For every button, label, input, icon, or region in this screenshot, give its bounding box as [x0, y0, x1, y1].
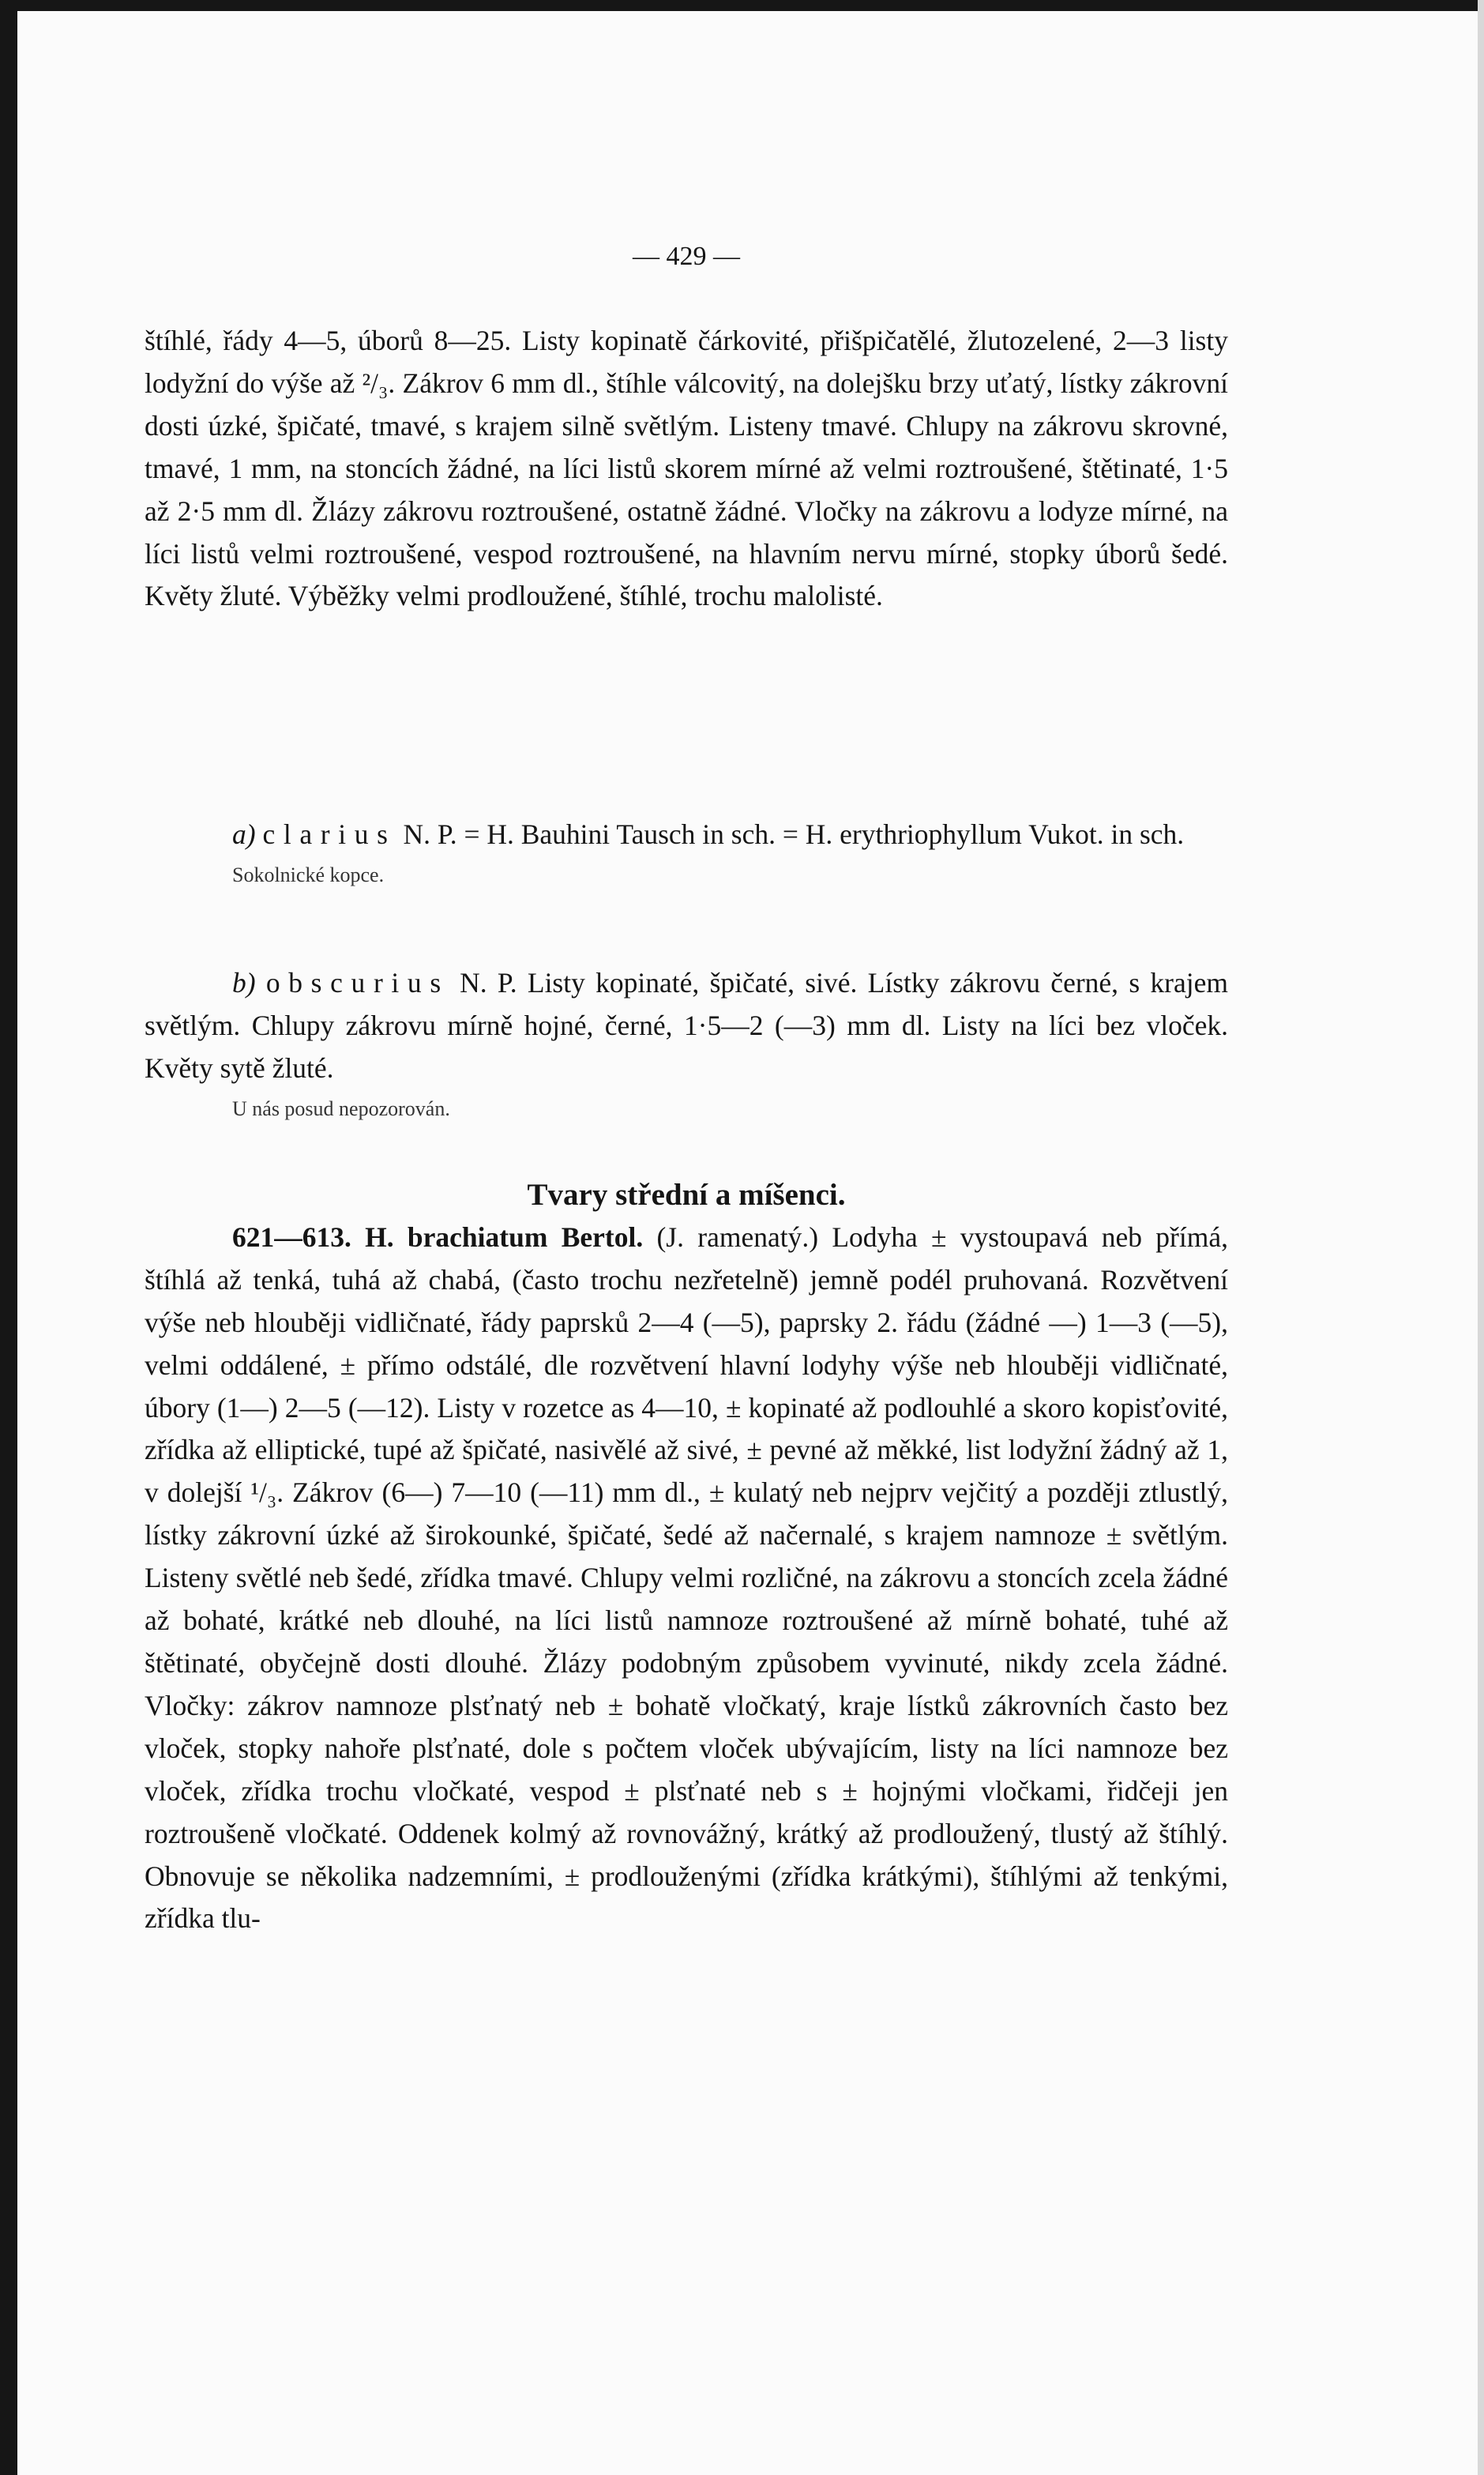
variety-a-label: a) [232, 818, 256, 850]
variety-a-locality: Sokolnické kopce. [232, 863, 385, 886]
species-number: 621—613. [232, 1221, 351, 1253]
variety-b-label: b) [232, 967, 256, 999]
species-block [145, 1174, 1228, 1940]
variety-a-paragraph [145, 814, 1228, 856]
species-paragraph [145, 1217, 1228, 1940]
variety-b-locality: U nás posud nepozorován. [232, 1096, 450, 1120]
description-paragraph: štíhlé, řády 4—5, úborů 8—25. Listy kopinatě čárkovité, přišpičatělé, žlutozelené, 2—3 listy lodyžní do výše až ²/₃. Zákrov 6 mm dl., štíhle válcovitý, na dolejšku brzy uťatý, lístky zákrovní dosti úzké, špičaté, tmavé, s krajem silně světlým. Listeny tmavé. Chlupy na zákrovu skrovné, tmavé, 1 mm, na stoncích žádné, na líci listů skorem mírné až velmi roztroušené, štětinaté, 1·5 až 2·5 mm dl. Žlázy zákrovu roztroušené, ostatně žádné. Vločky na zákrovu a lodyze mírné, na líci listů velmi roztroušené, vespod roztroušené, na hlavním nervu mírné, stopky úborů šedé. Květy žluté. Výběžky velmi prodloužené, štíhlé, trochu malolisté. [145, 325, 1228, 612]
variety-b-block [145, 962, 1228, 1128]
variety-a-text: N. P. = H. Bauhini Tausch in sch. = H. erythriophyllum Vukot. in sch. [403, 818, 1185, 850]
description-block [145, 320, 1228, 618]
variety-b-paragraph [145, 962, 1228, 1090]
species-text: (J. ramenatý.) Lodyha ± vystoupavá neb přímá, štíhlá až tenká, tuhá až chabá, (často trochu nezřetelně) jemně podél pruhovaná. Rozvětvení výše neb hlouběji vidličnaté, řády paprsků 2—4 (—5), paprsky 2. řádu (žádné —) 1—3 (—5), velmi oddálené, ± přímo odstálé, dle rozvětvení hlavní lodyhy výše neb hlouběji vidličnaté, úbory (1—) 2—5 (—12). Listy v rozetce as 4—10, ± kopinaté až podlouhlé a skoro kopisťovité, zřídka až elliptické, tupé až špičaté, nasivělé až sivé, ± pevné až měkké, list lodyžní žádný až 1, v dolejší ¹/₃. Zákrov (6—) 7—10 (—11) mm dl., ± kulatý neb nejprv vejčitý a později ztlustlý, lístky zákrovní úzké až širokounké, špičaté, šedé až načernalé, s krajem namnoze ± světlým. Listeny světlé neb šedé, zřídka tmavé. Chlupy velmi rozličné, na zákrovu a stoncích zcela žádné až bohaté, krátké neb dlouhé, na líci listů namnoze roztroušené až mírně bohaté, tuhé až štětinaté, obyčejně dosti dlouhé. Žlázy podobným způsobem vyvinuté, nikdy zcela žádné. Vločky: zákrov namnoze plsťnatý neb ± bohatě vločkatý, kraje lístků zákrovních často bez vloček, stopky nahoře plsťnaté, dole s počtem vloček ubývajícím, listy na líci namnoze bez vloček, zřídka trochu vločkaté, vespod ± plsťnaté neb s ± hojnými vločkami, řidčeji jen roztroušeně vločkaté. Oddenek kolmý až rovnovážný, krátký až prodloužený, tlustý až štíhlý. Obnovuje se několika nadzemními, ± prodlouženými (zřídka krátkými), štíhlými až tenkými, zřídka tlu- [145, 1221, 1228, 1935]
scan-border-top [0, 0, 1484, 11]
scan-border-left [0, 0, 17, 2475]
scan-border-right [1478, 0, 1484, 2475]
variety-a-block [145, 814, 1228, 894]
variety-b-name: obscurius [265, 967, 449, 999]
variety-b-text: N. P. Listy kopinaté, špičaté, sivé. Lístky zákrovu černé, s krajem světlým. Chlupy zákrovu mírně hojné, černé, 1·5—2 (—3) mm dl. Listy na líci bez vloček. Květy sytě žluté. [145, 967, 1228, 1084]
section-heading: Tvary střední a míšenci. [527, 1178, 846, 1212]
page-number: — 429 — [633, 242, 740, 271]
variety-a-name: clarius [262, 818, 396, 850]
species-name: H. brachiatum Bertol. [365, 1221, 644, 1253]
